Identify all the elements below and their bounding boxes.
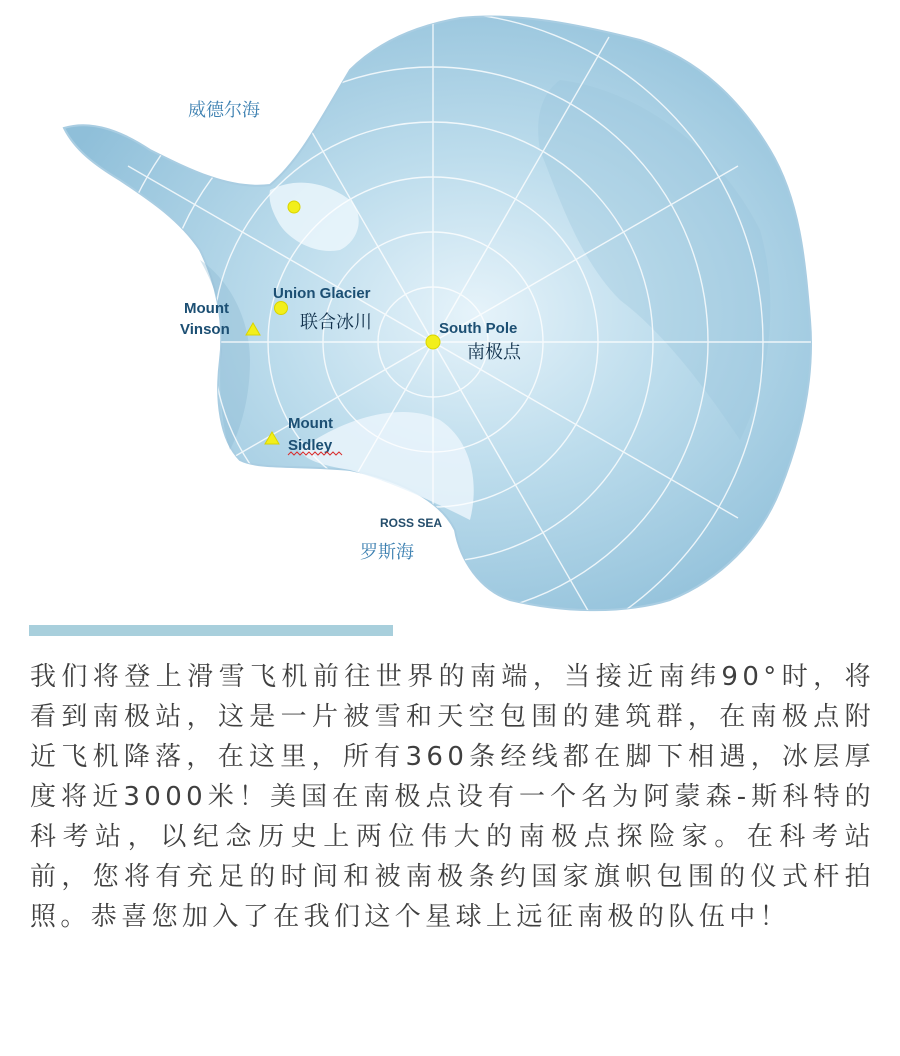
south-pole-marker	[426, 335, 440, 349]
south-pole-en-label: South Pole	[439, 320, 518, 337]
ross-sea-zh-label: 罗斯海	[360, 542, 414, 563]
section-divider	[29, 625, 393, 636]
mount-vinson-label-line1: Mount	[184, 300, 229, 317]
station-marker	[288, 201, 300, 213]
union-glacier-en-label: Union Glacier	[273, 285, 371, 302]
union-glacier-marker	[275, 302, 288, 315]
south-pole-zh-label: 南极点	[467, 342, 521, 363]
weddell-sea-label: 威德尔海	[188, 100, 260, 121]
mount-sidley-label-line1: Mount	[288, 415, 333, 432]
mount-sidley-label-line2: Sidley	[288, 437, 333, 454]
union-glacier-zh-label: 联合冰川	[300, 312, 372, 333]
trip-description: 我们将登上滑雪飞机前往世界的南端，当接近南纬90°时，将看到南极站，这是一片被雪和天空包围的建筑群，在南极点附近飞机降落，在这里，所有360条经线都在脚下相遇，冰层厚度将近3000米！美国在南极点设有一个名为阿蒙森-斯科特的科考站，以纪念历史上两位伟大的南极点探险家。在科考站前，您将有充足的时间和被南极条约国家旗帜包围的仪式杆拍照。恭喜您加入了在我们这个星球上远征南极的队伍中！	[30, 662, 875, 932]
ross-sea-en-label: ROSS SEA	[380, 516, 443, 530]
mount-vinson-label-line2: Vinson	[180, 321, 230, 338]
